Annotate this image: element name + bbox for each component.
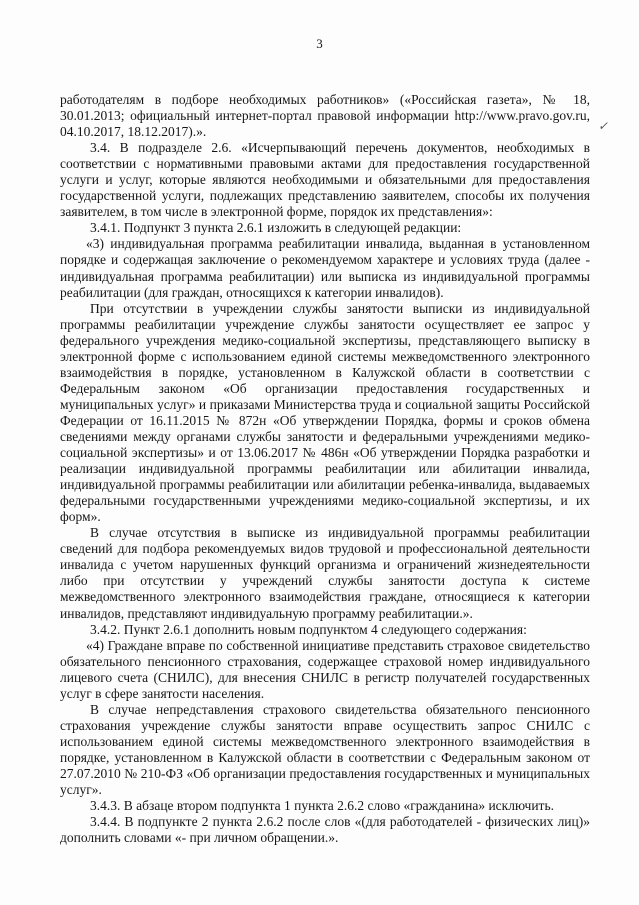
paragraph-3-4-3: 3.4.3. В абзаце втором подпункта 1 пункта 2.6.2 слово «гражданина» исключить.: [90, 798, 554, 814]
paragraph-continuation: работодателям в подборе необходимых работников» («Российская газета», № 18, 30.01.2013; официальный интернет-портал правовой информации http://www.pravo.gov.ru, 04.10.2017, 18.12.2017).».: [60, 92, 590, 140]
handwritten-check-mark: ✓: [598, 119, 609, 133]
paragraph-subitem-4: «4) Граждане вправе по собственной инициативе представить страховое свидетельство обязательного пенсионного страхования, содержащее страховой номер индивидуального лицевого счета (СНИЛС), для внесения СНИЛС в регистр получателей государственных услуг в сфере занятости населения.: [60, 637, 590, 701]
paragraph-snils-request: В случае непредставления страхового свидетельства обязательного пенсионного страхования учреждение службы занятости вправе осуществить запрос СНИЛС с использованием единой системы межведомственного электронного взаимодействия в порядке, установленном в Калужской области в соответствии с Федеральным законом от 27.07.2010 № 210-ФЗ «Об организации предоставления государственных и муниципальных услуг».: [60, 701, 590, 798]
paragraph-subitem-3: «3) индивидуальная программа реабилитации инвалида, выданная в установленном порядке и содержащая заключение о рекомендуемом характере и условиях труда (далее - индивидуальная программа реабилитации) или выписка из индивидуальной программы реабилитации (для граждан, относящихся к категории инвалидов).: [60, 236, 590, 300]
paragraph-3-4-1: 3.4.1. Подпункт 3 пункта 2.6.1 изложить в следующей редакции:: [90, 220, 462, 236]
paragraph-missing-info: В случае отсутствия в выписке из индивидуальной программы реабилитации сведений для подбора рекомендуемых видов трудовой и профессиональной деятельности инвалида с учетом нарушенных функций организма и ограничений жизнедеятельности либо при отсутствии у учреждений службы занятости доступа к системе межведомственного электронного взаимодействия граждане, относящиеся к категории инвалидов, представляют индивидуальную программу реабилитации.».: [60, 525, 590, 621]
paragraph-3-4-2: 3.4.2. Пункт 2.6.1 дополнить новым подпунктом 4 следующего содержания:: [90, 621, 527, 637]
page-number: 3: [316, 36, 323, 51]
paragraph-absence-of-extract: При отсутствии в учреждении службы занятости выписки из индивидуальной программы реабилитации учреждение службы занятости осуществляет ее запрос у федерального учреждения медико-социальной экспертизы, представляющего выписку в электронной форме с использованием единой системы межведомственного электронного взаимодействия в порядке, установленном в Калужской области в соответствии с Федеральным законом «Об организации предоставления государственных и муниципальных услуг» и приказами Министерства труда и социальной защиты Российской Федерации от 16.11.2015 № 872н «Об утверждении Порядка, формы и сроков обмена сведениями между органами службы занятости и федеральными учреждениями медико-социальной экспертизы» и от 13.06.2017 № 486н «Об утверждении Порядка разработки и реализации индивидуальной программы реабилитации или абилитации инвалида, индивидуальной программы реабилитации или абилитации ребенка-инвалида, выдаваемых федеральными государственными учреждениями медико-социальной экспертизы, и их форм».: [60, 300, 590, 525]
document-body: [60, 92, 590, 846]
paragraph-3-4: 3.4. В подразделе 2.6. «Исчерпывающий перечень документов, необходимых в соответствии с нормативными правовыми актами для предоставления государственной услуги и услуг, которые являются необходимыми и обязательными для предоставления государственной услуги, подлежащих представлению заявителем, способы их получения заявителем, в том числе в электронной форме, порядок их представления»:: [60, 140, 590, 220]
paragraph-3-4-4: 3.4.4. В подпункте 2 пункта 2.6.2 после слов «(для работодателей - физических лиц)» дополнить словами «- при личном обращении.».: [60, 814, 590, 846]
